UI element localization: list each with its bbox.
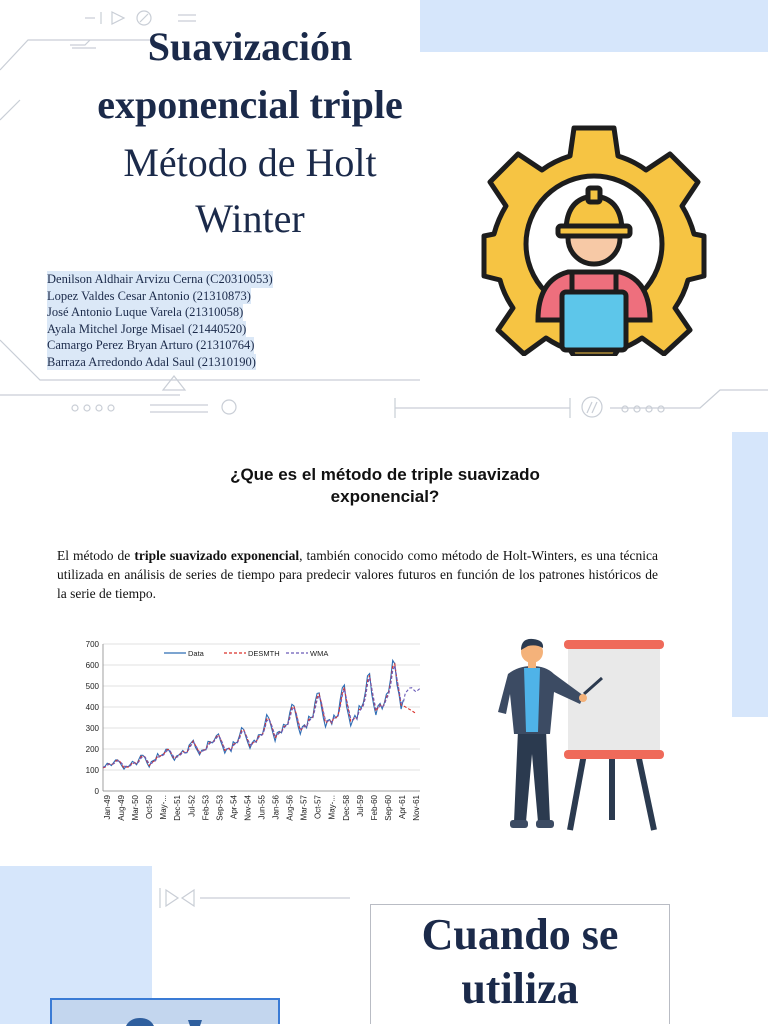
- legend-label: Data: [188, 649, 204, 658]
- x-tick-label: Apr-54: [229, 795, 239, 820]
- gear-worker-icon: [476, 120, 712, 356]
- page-subtitle-line1: Método de Holt: [123, 140, 377, 185]
- y-tick-label: 700: [85, 640, 99, 649]
- x-tick-label: Jan-49: [103, 795, 112, 820]
- y-tick-label: 200: [85, 745, 99, 754]
- x-tick-label: Apr-61: [397, 795, 407, 820]
- y-tick-label: 100: [85, 766, 99, 775]
- author-item: Camargo Perez Bryan Arturo (21310764): [47, 338, 255, 352]
- x-tick-label: Sep-60: [383, 795, 393, 821]
- page-title-line2: exponencial triple: [97, 82, 403, 127]
- legend-label: WMA: [310, 649, 329, 658]
- x-tick-label: May-...: [159, 795, 169, 820]
- page-subtitle-line2: Winter: [195, 196, 305, 241]
- x-tick-label: Mar-57: [299, 795, 309, 821]
- holt-winters-chart: [76, 636, 426, 832]
- author-item: Ayala Mitchel Jorge Misael (21440520): [47, 321, 247, 336]
- accent-panel-right: [732, 432, 768, 717]
- bottom-deco: [150, 880, 370, 920]
- section-question-line2: exponencial?: [330, 487, 440, 506]
- x-tick-label: Jul-52: [187, 795, 197, 817]
- bottom-image-panel: [50, 998, 280, 1024]
- x-tick-label: Aug-49: [117, 795, 127, 821]
- author-list: [47, 271, 347, 370]
- y-tick-label: 600: [85, 661, 99, 670]
- section-question: [160, 464, 610, 508]
- x-tick-label: Jul-59: [355, 795, 365, 817]
- x-tick-label: Mar-50: [131, 795, 141, 821]
- author-item: José Antonio Luque Varela (21310058): [47, 305, 244, 319]
- legend-label: DESMTH: [248, 649, 280, 658]
- author-item: Denilson Aldhair Arvizu Cerna (C20310053): [47, 272, 273, 286]
- partial-icon: [52, 1000, 278, 1026]
- x-tick-label: Jan-56: [271, 795, 281, 820]
- y-tick-label: 0: [94, 787, 99, 796]
- definition-paragraph: [57, 546, 658, 603]
- x-tick-label: Aug-56: [285, 795, 295, 821]
- y-tick-label: 300: [85, 724, 99, 733]
- paragraph-text: El método de: [57, 548, 135, 563]
- x-tick-label: Nov-54: [243, 795, 253, 821]
- x-tick-label: Sep-53: [215, 795, 225, 821]
- x-tick-label: Nov-61: [412, 795, 421, 821]
- chart-legend: [164, 649, 328, 658]
- paragraph-bold-term: triple suavizado exponencial: [134, 548, 300, 563]
- when-used-box: [370, 904, 670, 1024]
- y-tick-label: 500: [85, 682, 99, 691]
- paragraph-text-cont: , también conocido como método de Holt-Winters, es una técnica utilizada en análisis de series de tiempo para predecir valores futuros en función de los patrones históricos de la serie de tiempo.: [57, 548, 658, 601]
- page-title-line1: Suavización: [147, 24, 353, 69]
- when-used-title-line2: utiliza: [461, 964, 579, 1013]
- x-tick-label: Jun-55: [257, 795, 267, 820]
- author-item: Lopez Valdes Cesar Antonio (21310873): [47, 288, 251, 303]
- when-used-title-line1: Cuando se: [421, 910, 619, 959]
- x-tick-label: Dec-58: [341, 795, 351, 821]
- chart-y-axis: [86, 640, 100, 796]
- chart-x-axis: [103, 794, 421, 820]
- accent-panel-top: [420, 0, 768, 52]
- x-tick-label: Dec-51: [173, 795, 183, 821]
- series-line-wma: [103, 666, 420, 767]
- x-tick-label: Oct-57: [313, 795, 323, 820]
- chart-grid: [103, 644, 420, 791]
- x-tick-label: Feb-60: [369, 795, 379, 821]
- y-tick-label: 400: [85, 703, 99, 712]
- chart-series: [103, 660, 420, 769]
- x-tick-label: Feb-53: [201, 795, 211, 821]
- x-tick-label: May-...: [327, 795, 337, 820]
- x-tick-label: Oct-50: [145, 795, 155, 820]
- section-question-line1: ¿Que es el método de triple suavizado: [230, 465, 540, 484]
- presenter-easel-icon: [488, 634, 670, 834]
- author-item: Barraza Arredondo Adal Saul (21310190): [47, 354, 256, 369]
